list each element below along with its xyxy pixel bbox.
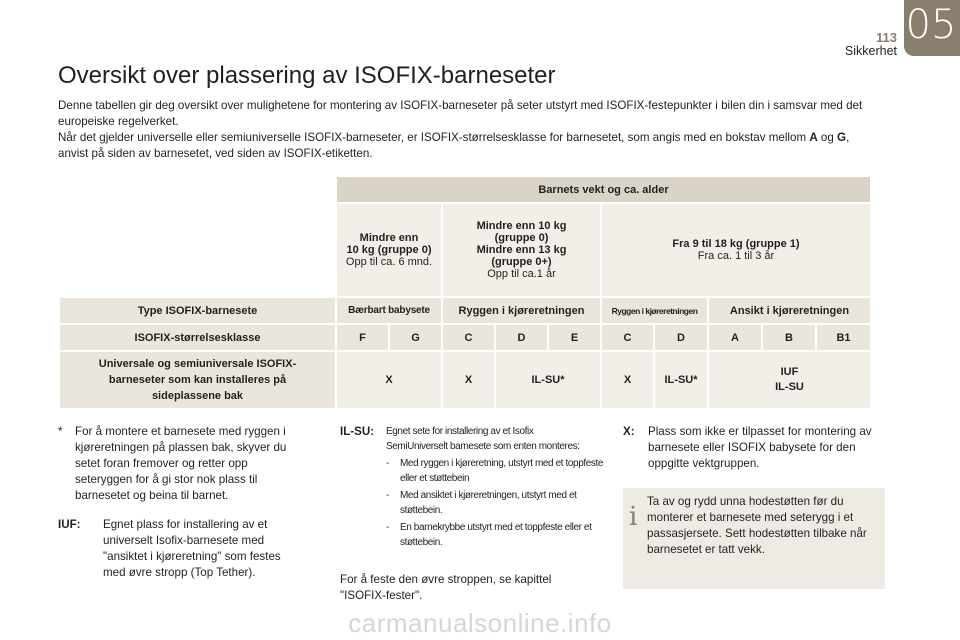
ilsu-item-text: Med ansiktet i kjøreretningen, utstyrt med et støttebein.	[400, 490, 577, 516]
size-cell: A	[709, 325, 761, 350]
iuf-text: Egnet plass for installering av et universelt Isofix-barnesete med "ansiktet i kjøreretning" som festes med øvre stropp (Top Tether).	[103, 518, 281, 579]
group-header: Barnets vekt og ca. alder	[337, 177, 870, 202]
iuf-key: IUF:	[58, 518, 81, 531]
group-bold: 10 kg (gruppe 0)	[346, 244, 432, 256]
size-cell: E	[549, 325, 600, 350]
group-bold: Mindre enn	[359, 232, 419, 244]
group-age: Fra ca. 1 til 3 år	[697, 250, 775, 262]
group-bold: (gruppe 0)	[494, 232, 549, 244]
size-cell: G	[390, 325, 441, 350]
intro-text-part: Når det gjelder universelle eller semiuniverselle ISOFIX-barneseter, er ISOFIX-størrelsesklasse for barnesetet, som angis med en bokstav mellom	[58, 131, 810, 144]
ilsu-item: - Med ansiktet i kjøreretningen, utstyrt med et støttebein.	[386, 488, 610, 518]
star-marker: *	[58, 425, 63, 438]
info-box	[623, 488, 885, 589]
size-cell: F	[337, 325, 388, 350]
size-letter-a: A	[809, 131, 818, 144]
size-cell: D	[496, 325, 547, 350]
size-cell: D	[655, 325, 707, 350]
x-key: X:	[623, 425, 635, 438]
group-age: Opp til ca.1 år	[487, 268, 556, 280]
size-cell: C	[602, 325, 653, 350]
seat-value: IL-SU*	[655, 352, 707, 408]
seat-label-line: Universale og semiuniversale ISOFIX-	[98, 358, 297, 370]
ilsu-line: SemiUniverselt barnesete som enten monteres:	[386, 441, 580, 452]
ilsu-item: - Med ryggen i kjøreretning, utstyrt med et toppfeste eller et støttebein	[386, 456, 610, 486]
info-text: Ta av og rydd unna hodestøtten før du monterer et barnesete med seterygg i et passasjersete. Sett hodestøtten tilbake når barnesetet er tatt vekk.	[647, 495, 867, 556]
chapter-number: 05	[905, 2, 957, 48]
tether-note: For å feste den øvre stroppen, se kapittel "ISOFIX-fester".	[340, 573, 552, 602]
seat-value: X	[602, 352, 653, 408]
x-text: Plass som ikke er tilpasset for montering av barnesete eller ISOFIX babysete for den oppgitte vektgruppen.	[648, 425, 872, 470]
footnotes-middle	[340, 424, 610, 604]
intro-text-part: , anvist på siden av barnesetet, ved siden av ISOFIX-etiketten.	[58, 131, 850, 160]
intro-paragraph-2	[58, 130, 878, 162]
group-bold: Fra 9 til 18 kg (gruppe 1)	[672, 238, 800, 250]
size-cell: B	[763, 325, 815, 350]
intro-text	[58, 98, 878, 162]
seat-value-line: IUF	[780, 366, 799, 378]
table-corner	[60, 177, 335, 202]
ilsu-body	[386, 424, 610, 550]
ilsu-note	[340, 424, 610, 550]
watermark: carmanualsonline.info	[348, 608, 612, 638]
intro-paragraph-1: Denne tabellen gir deg oversikt over mulighetene for montering av ISOFIX-barneseter på seter utstyrt med ISOFIX-festepunkter i bilen din i samsvar med det europeiske regelverket.	[58, 99, 863, 128]
chapter-tab	[904, 0, 960, 56]
seat-label-line: sideplassene bak	[151, 390, 244, 402]
footnotes-left	[58, 424, 303, 581]
seat-value: X	[443, 352, 494, 408]
size-letter-g: G	[837, 131, 847, 144]
star-note	[58, 424, 303, 504]
ilsu-item-text: Med ryggen i kjøreretning, utstyrt med et toppfeste eller et støttebein	[400, 458, 604, 484]
size-label: ISOFIX-størrelsesklasse	[60, 325, 335, 350]
intro-text-part: og	[817, 131, 838, 144]
ilsu-key: IL-SU:	[340, 425, 375, 438]
type-cell: Ryggen i kjøreretningen	[443, 298, 600, 323]
weight-group-1	[337, 204, 441, 296]
iuf-note	[58, 517, 303, 581]
info-icon: i	[629, 502, 638, 532]
seat-value: X	[337, 352, 441, 408]
page-title: Oversikt over plassering av ISOFIX-barneseter	[58, 62, 556, 89]
star-note-text: For å montere et barnesete med ryggen i kjøreretningen på plassen bak, skyver du setet foran fremover og retter opp seteryggen for å gi stor nok plass til barnesetet og beina til barnet.	[75, 425, 287, 502]
type-label: Type ISOFIX-barnesete	[60, 298, 335, 323]
seat-label	[60, 352, 335, 408]
ilsu-item: - En barnekrybbe utstyrt med et toppfeste eller et støttebein.	[386, 520, 610, 550]
weight-group-3	[602, 204, 870, 296]
size-cell: C	[443, 325, 494, 350]
page-number: 113	[876, 30, 897, 45]
x-note	[623, 424, 885, 472]
group-bold: Mindre enn 10 kg	[476, 220, 567, 232]
footnotes-right	[623, 424, 885, 472]
seat-value: IL-SU*	[496, 352, 600, 408]
table-corner	[60, 204, 335, 296]
type-cell: Bærbart babysete	[337, 298, 441, 323]
group-bold: (gruppe 0+)	[491, 256, 552, 268]
seat-value-line: IL-SU	[775, 381, 804, 393]
ilsu-line: Egnet sete for installering av et Isofix	[386, 426, 534, 437]
seat-label-line: barneseter som kan installeres på	[108, 374, 287, 386]
weight-group-2	[443, 204, 600, 296]
group-age: Opp til ca. 6 mnd.	[345, 256, 433, 268]
type-cell: Ryggen i kjøreretningen	[602, 298, 707, 323]
isofix-table	[58, 175, 872, 410]
size-cell: B1	[817, 325, 870, 350]
type-cell: Ansikt i kjøreretningen	[709, 298, 870, 323]
seat-value-last	[709, 352, 870, 408]
ilsu-item-text: En barnekrybbe utstyrt med et toppfeste eller et støttebein.	[400, 522, 592, 548]
section-name: Sikkerhet	[844, 44, 897, 58]
group-bold: Mindre enn 13 kg	[476, 244, 567, 256]
